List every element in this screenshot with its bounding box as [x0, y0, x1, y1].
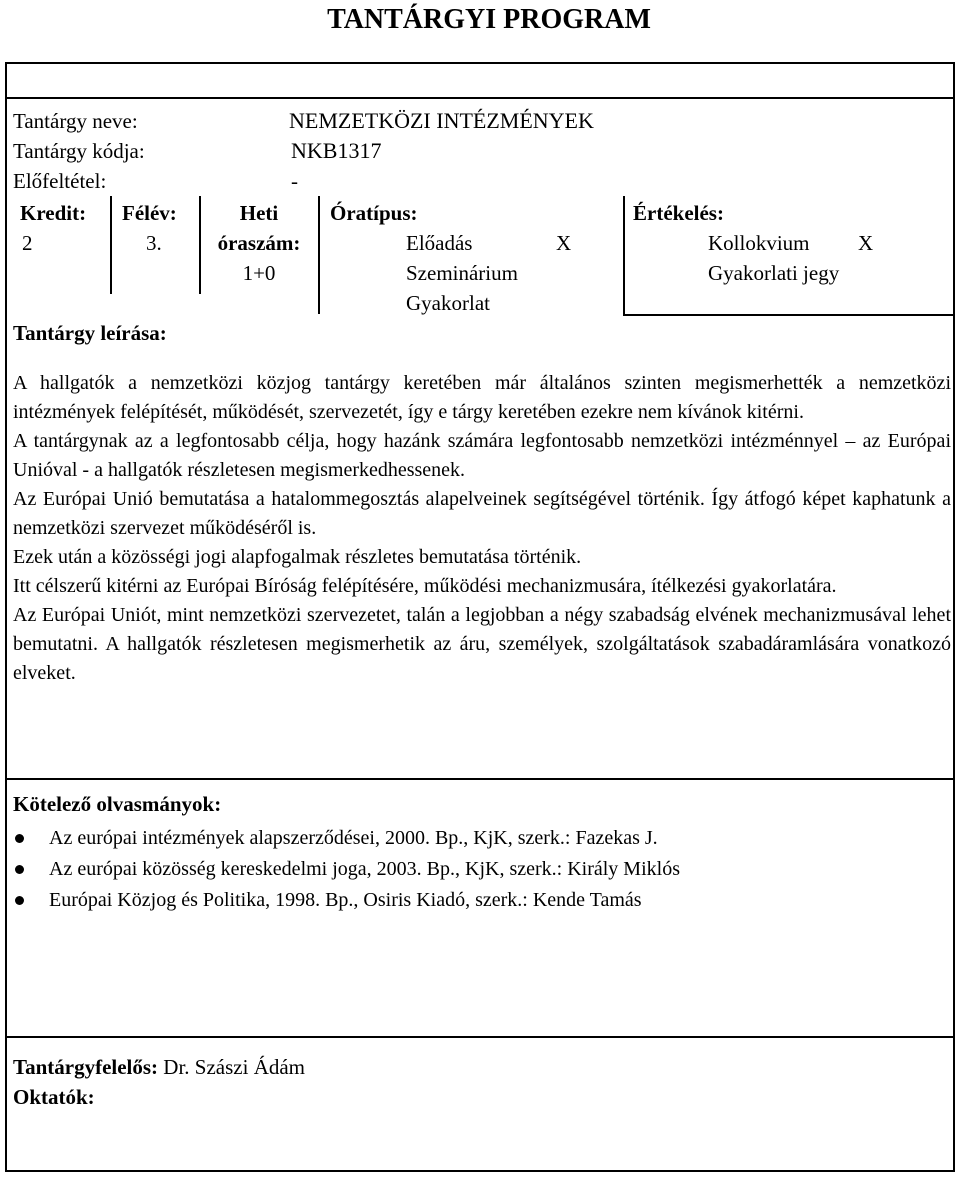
description-paragraph: A hallgatók a nemzetközi közjog tantárgy keretében már általános szinten megismerhették a nemzetközi intézmények felépítését, működését, szervezetét, így e tárgy keretében ezekre nem kívánok kitérni. — [13, 372, 951, 423]
readings-label: Kötelező olvasmányok: — [13, 792, 222, 816]
description-paragraph: Az Európai Unió bemutatása a hatalommegosztás alapelveinek segítségével történik. Így átfogó képet kaphatunk a nemzetközi szervezet működéséről is. — [13, 488, 951, 539]
class-type-label: Óratípus: — [330, 201, 418, 225]
credit-value: 2 — [22, 231, 33, 255]
prerequisite-value: - — [291, 169, 298, 193]
responsible-value: Dr. Szászi Ádám — [158, 1055, 306, 1079]
credit-label: Kredit: — [20, 201, 87, 225]
evaluation-colloquium-mark: X — [858, 231, 874, 255]
divider-credit-semester — [110, 196, 112, 294]
reading-text: Európai Közjog és Politika, 1998. Bp., Osiris Kiadó, szerk.: Kende Tamás — [49, 889, 642, 911]
course-code-value: NKB1317 — [291, 138, 382, 163]
divider-evaluation-box — [623, 314, 955, 316]
course-name-label: Tantárgy neve: — [13, 109, 138, 133]
evaluation-practical-grade: Gyakorlati jegy — [708, 261, 840, 285]
weekly-hours-label-line2: óraszám: — [217, 231, 301, 255]
description-paragraph: Az Európai Uniót, mint nemzetközi szervezetet, talán a legjobban a négy szabadság elvének mechanizmusával lehet bemutatni. A hallgatók részletesen megismerhetik az áru, személyek, szolgáltatások szabadáramlására vonatkozó elveket. — [13, 604, 951, 684]
reading-text: Az európai közösség kereskedelmi joga, 2003. Bp., KjK, szerk.: Király Miklós — [49, 858, 680, 880]
semester-value: 3. — [146, 231, 162, 255]
readings-list — [0, 823, 680, 916]
divider-readings — [5, 1036, 955, 1038]
divider-hours-classtype — [318, 196, 320, 314]
reading-item — [0, 823, 680, 854]
class-type-practice: Gyakorlat — [406, 291, 490, 315]
description-label: Tantárgy leírása: — [13, 321, 167, 345]
description-paragraph: A tantárgynak az a legfontosabb célja, hogy hazánk számára legfontosabb nemzetközi intézménnyel – az Európai Unióval - a hallgatók részletesen megismerkedhessenek. — [13, 430, 951, 481]
responsible-row — [13, 1052, 305, 1082]
divider-classtype-evaluation — [623, 196, 625, 314]
description-paragraph: Ezek után a közösségi jogi alapfogalmak részletes bemutatása történik. — [13, 546, 582, 568]
reading-item — [0, 885, 680, 916]
course-name-value: NEMZETKÖZI INTÉZMÉNYEK — [289, 108, 594, 133]
class-type-seminar: Szeminárium — [406, 261, 518, 285]
class-type-lecture: Előadás — [406, 231, 473, 255]
bullet-icon — [15, 896, 24, 905]
responsible-label: Tantárgyfelelős: — [13, 1055, 159, 1079]
description-paragraph: Itt célszerű kitérni az Európai Bíróság felépítésére, működési mechanizmusára, ítélkezési gyakorlatára. — [13, 575, 837, 597]
divider-top-fields — [5, 97, 955, 99]
weekly-hours-label-line1: Heti — [239, 201, 279, 225]
evaluation-label: Értékelés: — [633, 201, 724, 225]
instructors-label: Oktatók: — [13, 1085, 95, 1109]
course-code-label: Tantárgy kódja: — [13, 139, 145, 163]
prerequisite-label: Előfeltétel: — [13, 169, 107, 193]
evaluation-colloquium: Kollokvium — [708, 231, 810, 255]
reading-text: Az európai intézmények alapszerződései, 2000. Bp., KjK, szerk.: Fazekas J. — [49, 827, 658, 849]
class-type-lecture-mark: X — [556, 231, 572, 255]
document-title: TANTÁRGYI PROGRAM — [327, 4, 651, 35]
divider-description — [5, 778, 955, 780]
bullet-icon — [15, 865, 24, 874]
semester-label: Félév: — [122, 201, 177, 225]
reading-item — [0, 854, 680, 885]
bullet-icon — [15, 834, 24, 843]
weekly-hours-value: 1+0 — [242, 261, 276, 285]
description-body — [13, 369, 951, 688]
